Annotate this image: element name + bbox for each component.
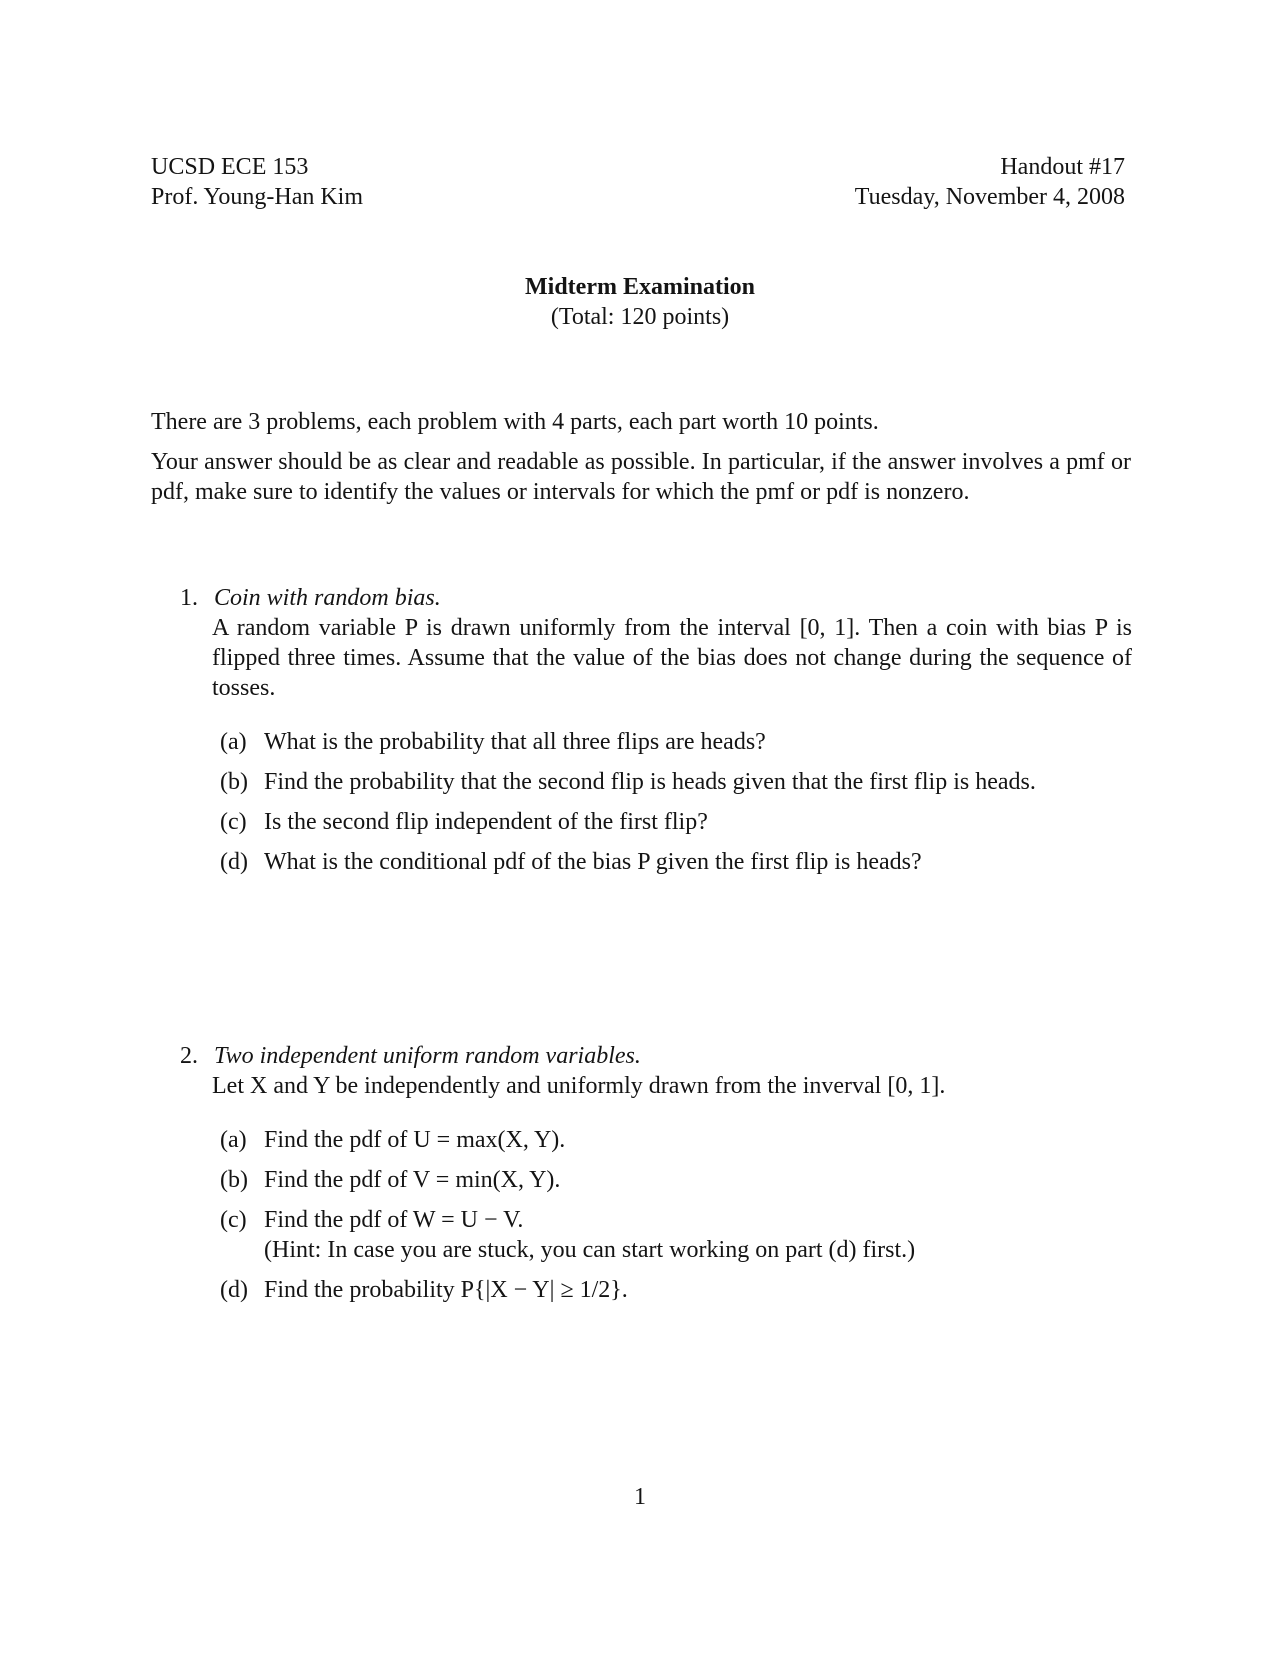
course-name: UCSD ECE 153 xyxy=(151,154,309,180)
part-label: (b) xyxy=(220,1167,248,1193)
problem-2-number: 2. xyxy=(180,1043,198,1069)
problem-1-number: 1. xyxy=(180,585,198,611)
part-label: (a) xyxy=(220,1127,247,1153)
part-label: (c) xyxy=(220,1207,247,1233)
problem-2-part-d xyxy=(220,1275,1132,1305)
problem-2-heading xyxy=(180,1041,1132,1071)
part-hint: (Hint: In case you are stuck, you can start working on part (d) first.) xyxy=(264,1237,916,1263)
part-label: (a) xyxy=(220,729,247,755)
part-label: (b) xyxy=(220,769,248,795)
problem-1-statement: A random variable P is drawn uniformly from the interval [0, 1]. Then a coin with bias P is flipped three times. Assume that the value of the bias does not change during the sequence of tosses. xyxy=(212,615,1132,701)
problem-1 xyxy=(180,583,1132,887)
problem-2 xyxy=(180,1041,1132,1315)
part-text: Find the pdf of U = max(X, Y). xyxy=(264,1127,566,1153)
problem-1-part-d xyxy=(220,847,1132,877)
part-text: Find the pdf of W = U − V. xyxy=(264,1207,524,1233)
page-number: 1 xyxy=(634,1484,646,1510)
problem-1-heading xyxy=(180,583,1132,613)
problem-2-title: Two independent uniform random variables. xyxy=(214,1043,641,1069)
part-text: Find the pdf of V = min(X, Y). xyxy=(264,1167,561,1193)
problem-2-part-b xyxy=(220,1165,1132,1195)
instructions-paragraph-1: There are 3 problems, each problem with 4 parts, each part worth 10 points. xyxy=(151,409,879,435)
part-text: Find the probability that the second flip is heads given that the first flip is heads. xyxy=(264,769,1036,795)
problem-1-part-c xyxy=(220,807,1132,837)
part-text: What is the probability that all three flips are heads? xyxy=(264,729,766,755)
instructions xyxy=(151,407,1131,517)
total-points: (Total: 120 points) xyxy=(550,304,730,330)
problem-2-part-a xyxy=(220,1125,1132,1155)
part-label: (d) xyxy=(220,849,248,875)
problem-1-title: Coin with random bias. xyxy=(214,585,441,611)
exam-date: Tuesday, November 4, 2008 xyxy=(854,184,1125,210)
problem-2-parts xyxy=(180,1125,1132,1305)
page-title: Midterm Examination xyxy=(525,274,755,300)
problem-1-part-a xyxy=(220,727,1132,757)
part-label: (c) xyxy=(220,809,247,835)
part-text: What is the conditional pdf of the bias P given the first flip is heads? xyxy=(264,849,922,875)
header-left xyxy=(151,152,651,212)
problem-2-statement: Let X and Y be independently and uniformly drawn from the inverval [0, 1]. xyxy=(212,1073,946,1099)
part-text: Is the second flip independent of the first flip? xyxy=(264,809,708,835)
instructor-name: Prof. Young-Han Kim xyxy=(151,184,364,210)
header-right xyxy=(625,152,1125,212)
part-label: (d) xyxy=(220,1277,248,1303)
part-text: Find the probability P{|X − Y| ≥ 1/2}. xyxy=(264,1277,628,1303)
problem-2-part-c xyxy=(220,1205,1132,1265)
instructions-paragraph-2: Your answer should be as clear and readable as possible. In particular, if the answer involves a pmf or pdf, make sure to identify the values or intervals for which the pmf or pdf is nonzero. xyxy=(151,449,1131,505)
problem-1-parts xyxy=(180,727,1132,877)
title-block xyxy=(0,272,1280,332)
problem-1-part-b xyxy=(220,767,1132,797)
handout-number: Handout #17 xyxy=(1000,154,1125,180)
